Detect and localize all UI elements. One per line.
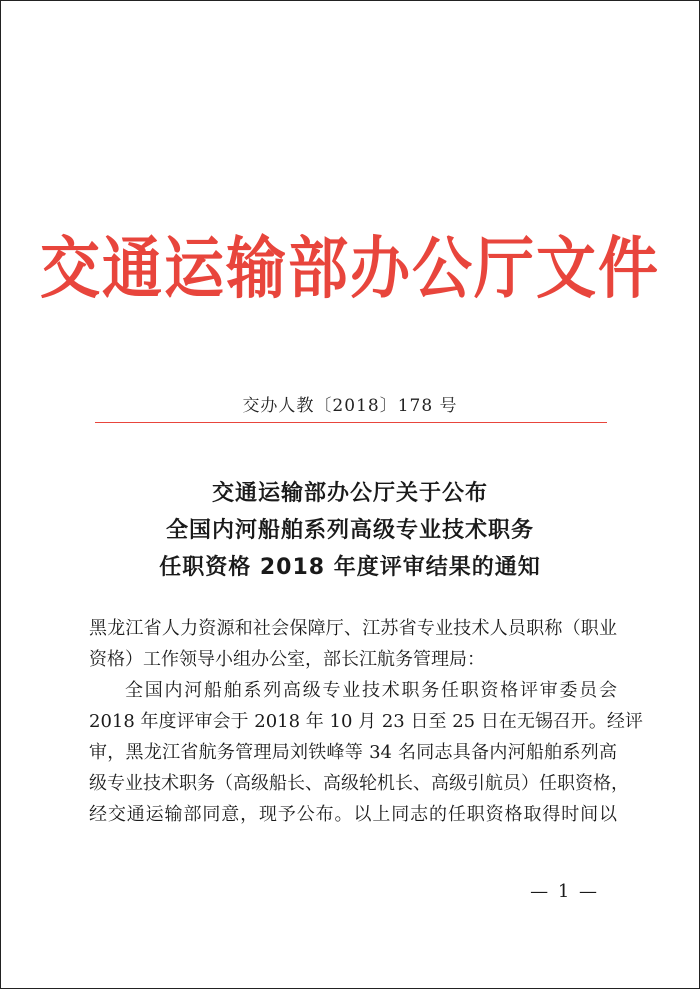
notice-body [89, 613, 643, 830]
body-line: 全国内河船舶系列高级专业技术职务任职资格评审委员会 [125, 680, 617, 701]
body-line: 审，黑龙江省航务管理局刘铁峰等 34 名同志具备内河船舶系列高 [89, 742, 617, 763]
notice-title-line-3: 任职资格 2018 年度评审结果的通知 [159, 555, 541, 580]
body-line: 资格）工作领导小组办公室，部长江航务管理局： [89, 649, 485, 670]
notice-title [1, 475, 699, 586]
notice-title-line-1: 交通运输部办公厅关于公布 [211, 481, 488, 506]
body-line: 经交通运输部同意，现予公布。以上同志的任职资格取得时间以 [89, 804, 617, 825]
body-line: 2018 年度评审会于 2018 年 10 月 23 日至 25 日在无锡召开。经评 [89, 711, 643, 732]
body-line: 级专业技术职务（高级船长、高级轮机长、高级引航员）任职资格， [89, 773, 629, 794]
document-header-title: 交通运输部办公厅文件 [40, 229, 660, 309]
notice-title-line-2: 全国内河船舶系列高级专业技术职务 [165, 518, 534, 543]
red-divider-line [95, 422, 607, 423]
document-number: 交办人教〔2018〕178 号 [242, 396, 458, 416]
page-number: — 1 — [530, 881, 599, 902]
body-line: 黑龙江省人力资源和社会保障厅、江苏省专业技术人员职称（职业 [89, 618, 617, 639]
